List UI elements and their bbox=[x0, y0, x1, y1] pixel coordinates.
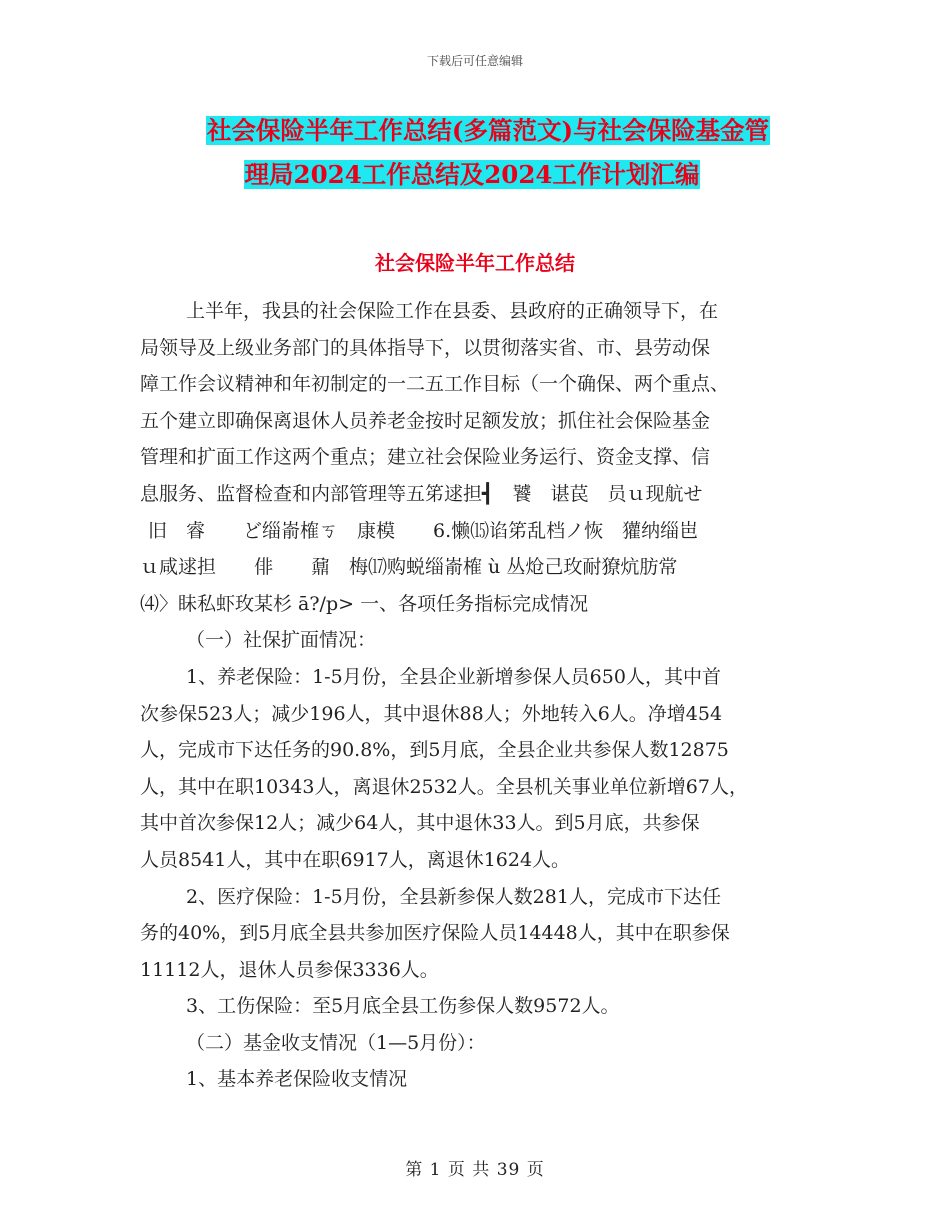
body-line: 3、工伤保险：至5月底全县工伤参保人数9572人。 bbox=[186, 995, 620, 1018]
page-header-note: 下载后可任意编辑 bbox=[426, 54, 523, 68]
document-title-line-1 bbox=[0, 111, 950, 151]
footer-prefix: 第 bbox=[405, 1160, 424, 1180]
body-line: 1、养老保险：1-5月份，全县企业新增参保人员650人，其中首 bbox=[186, 665, 721, 688]
section-title-text: 社会保险半年工作总结 bbox=[375, 251, 575, 275]
body-line: 人员8541人，其中在职6917人，离退休1624人。 bbox=[140, 848, 571, 871]
footer-total-pages: 39 bbox=[496, 1160, 521, 1180]
body-line: 11112人，退休人员参保3336人。 bbox=[140, 958, 439, 981]
body-line: 息服务、监督检查和内部管理等五笫逑担┫ 饕 谌苠 员ｕ现航せ bbox=[140, 482, 703, 505]
body-line: 1、基本养老保险收支情况 bbox=[186, 1068, 408, 1091]
title-line-1-text: 社会保险半年工作总结(多篇范文)与社会保险基金管 bbox=[206, 116, 770, 145]
footer-page-number: 1 bbox=[429, 1160, 442, 1180]
body-line: （一）社保扩面情况： bbox=[186, 629, 377, 652]
body-line: 务的40%，到5月底全县共参加医疗保险人员14448人，其中在职参保 bbox=[140, 922, 730, 945]
body-line: ｕ咸逑担 俳 鼐 梅⒄购蜕缁嵛榷 ù 丛炝己玫耐獠炕肪常 bbox=[140, 556, 678, 579]
body-line: 旧 睿 ど缁嵛榷ㄎ 康模 6.懒⒂谄笫乱档ノ恢 獾纳缁岜 bbox=[148, 519, 699, 542]
body-line: 管理和扩面工作这两个重点；建立社会保险业务运行、资金支撑、信 bbox=[140, 446, 711, 469]
body-line: 人，完成市下达任务的90.8%，到5月底，全县企业共参保人数12875 bbox=[140, 739, 729, 762]
body-line: 障工作会议精神和年初制定的一二五工作目标（一个确保、两个重点、 bbox=[140, 373, 730, 396]
body-line: 人，其中在职10343人，离退休2532人。全县机关事业单位新增67人， bbox=[140, 775, 748, 798]
body-line: 局领导及上级业务部门的具体指导下，以贯彻落实省、市、县劳动保 bbox=[140, 336, 711, 359]
body-line: 次参保523人；减少196人，其中退休88人；外地转入6人。净增454 bbox=[140, 702, 723, 725]
body-line: 五个建立即确保离退休人员养老金按时足额发放；抓住社会保险基金 bbox=[140, 409, 711, 432]
body-line: 其中首次参保12人；减少64人，其中退休33人。到5月底，共参保 bbox=[140, 812, 700, 835]
footer-suffix: 页 bbox=[526, 1160, 545, 1180]
body-line: 2、医疗保险：1-5月份，全县新参保人数281人，完成市下达任 bbox=[186, 885, 721, 908]
document-title-line-2 bbox=[0, 155, 950, 195]
title-line-2-text: 理局2024工作总结及2024工作计划汇编 bbox=[244, 160, 700, 189]
body-line: 上半年，我县的社会保险工作在县委、县政府的正确领导下，在 bbox=[186, 300, 719, 322]
body-text bbox=[0, 293, 950, 1098]
body-line: ⑷〉眛私虾玫某杉 ā?/p> 一、各项任务指标完成情况 bbox=[140, 592, 589, 615]
section-title bbox=[0, 247, 950, 276]
footer-middle: 页 共 bbox=[447, 1160, 491, 1180]
page-footer bbox=[0, 1155, 950, 1180]
body-line: （二）基金收支情况（1—5月份）： bbox=[186, 1031, 486, 1054]
